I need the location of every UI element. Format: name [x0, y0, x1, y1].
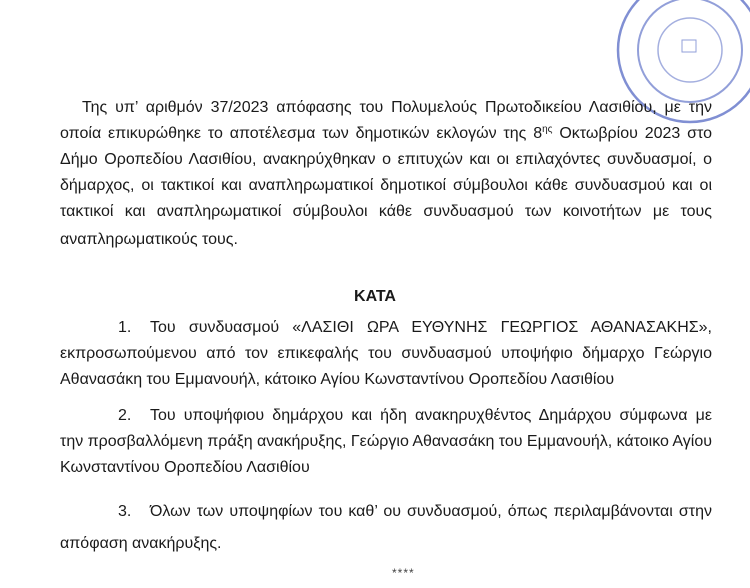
paragraph-line: δήμαρχος, οι τακτικοί και αναπληρωματικοί δημοτικοί σύμβουλοι κάθε συνδυασμού και οι: [60, 177, 712, 194]
ordinal-suffix: ης: [542, 124, 553, 135]
court-stamp: [590, 0, 750, 140]
paragraph-line: αναπληρωματικούς τους.: [60, 231, 238, 248]
text: Οκτωβρίου 2023 στο: [552, 125, 712, 142]
paragraph-line: τακτικοί και αναπληρωματικοί σύμβουλοι κάθε συνδυασμού των κοινοτήτων με τους: [60, 203, 712, 220]
text: οποία επικυρώθηκε το αποτέλεσμα των δημοτικών εκλογών της 8: [60, 125, 543, 142]
item-number: 3.: [118, 503, 132, 520]
item-line: Όλων των υποψηφίων του καθ’ ου συνδυασμού, όπως περιλαμβάνονται στην: [150, 503, 712, 520]
paragraph-line: Δήμο Οροπεδίου Λασιθίου, ανακηρύχθηκαν ο επιτυχών και οι επιλαχόντες συνδυασμοί, ο: [60, 151, 712, 168]
item-line: Αθανασάκη του Εμμανουήλ, κάτοικο Αγίου Κωνσταντίνου Οροπεδίου Λασιθίου: [60, 371, 615, 388]
item-number: 2.: [118, 407, 132, 424]
heading-kata: ΚΑΤΑ: [354, 288, 396, 305]
item-line: Του υποψήφιου δημάρχου και ήδη ανακηρυχθέντος Δημάρχου σύμφωνα με: [150, 407, 712, 424]
item-line: Του συνδυασμού «ΛΑΣΙΘΙ ΩΡΑ ΕΥΘΥΝΗΣ ΓΕΩΡΓΙΟΣ ΑΘΑΝΑΣΑΚΗΣ»,: [150, 319, 712, 336]
item-line: εκπροσωπούμενου από τον επικεφαλής του συνδυασμού υποψήφιο δήμαρχο Γεώργιο: [60, 345, 712, 362]
paragraph-line: [60, 124, 712, 144]
paragraph-line: Της υπ’ αριθμόν 37/2023 απόφασης του Πολυμελούς Πρωτοδικείου Λασιθίου, με την: [82, 99, 712, 116]
item-number: 1.: [118, 319, 132, 336]
item-line: Κωνσταντίνου Οροπεδίου Λασιθίου: [60, 459, 310, 476]
item-line: απόφαση ανακήρυξης.: [60, 535, 222, 552]
footer-mark: ****: [392, 566, 415, 580]
item-line: την προσβαλλόμενη πράξη ανακήρυξης, Γεώργιο Αθανασάκη του Εμμανουήλ, κάτοικο Αγίου: [60, 433, 712, 450]
